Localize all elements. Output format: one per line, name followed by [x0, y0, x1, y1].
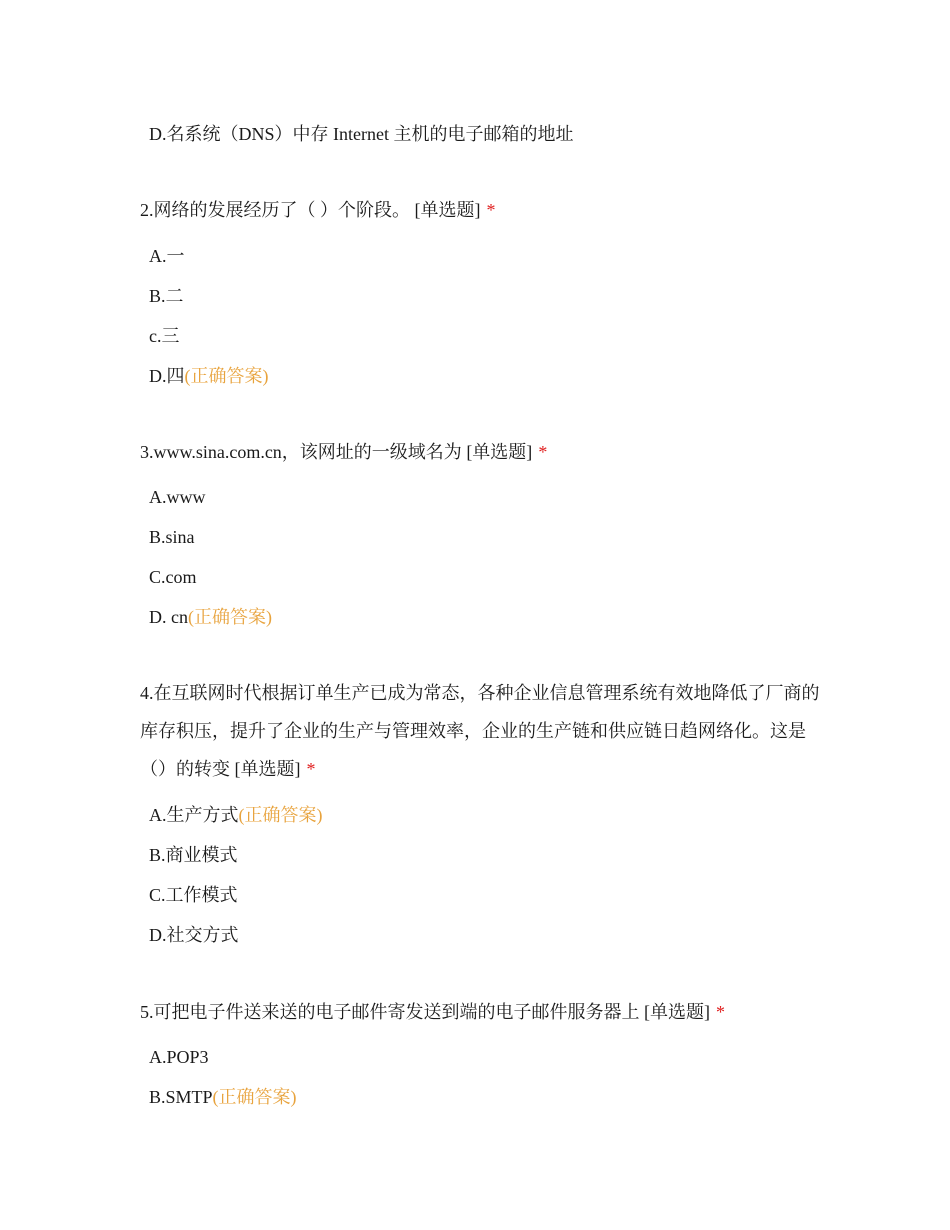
question-type-tag: [单选题]	[234, 759, 301, 779]
question-text: 2.网络的发展经历了（ ）个阶段。	[140, 200, 410, 220]
correct-answer-label: (正确答案)	[184, 366, 269, 386]
question-3-option-b[interactable]: B.sina	[149, 527, 195, 547]
question-type-tag: [单选题]	[644, 1002, 710, 1022]
question-3-title	[140, 442, 547, 462]
question-5-option-b[interactable]: B.SMTP(正确答案)	[149, 1087, 297, 1107]
correct-answer-label: (正确答案)	[188, 607, 272, 627]
question-4-option-d[interactable]: D.社交方式	[149, 925, 239, 945]
question-4-option-a[interactable]: A.生产方式(正确答案)	[149, 805, 323, 825]
required-asterisk: *	[486, 200, 496, 220]
question-2-option-b[interactable]: B.二	[149, 286, 184, 306]
question-2-option-a[interactable]: A.一	[149, 246, 185, 266]
question-4-title	[140, 674, 820, 788]
required-asterisk: *	[538, 442, 548, 462]
correct-answer-label: (正确答案)	[238, 805, 323, 825]
question-2-option-c[interactable]: c.三	[149, 326, 180, 346]
question-2-title	[140, 200, 496, 220]
prev-question-option-d: D.名系统（DNS）中存 Internet 主机的电子邮箱的地址	[149, 124, 574, 144]
question-5-title	[140, 1002, 725, 1022]
question-type-tag: [单选题]	[414, 200, 481, 220]
question-3-option-d[interactable]: D. cn(正确答案)	[149, 607, 272, 627]
correct-answer-label: (正确答案)	[212, 1087, 297, 1107]
question-text: 5.可把电子件送来送的电子邮件寄发送到端的电子邮件服务器上	[140, 1002, 640, 1022]
question-2-option-d[interactable]: D.四(正确答案)	[149, 366, 269, 386]
question-type-tag: [单选题]	[466, 442, 533, 462]
required-asterisk: *	[716, 1002, 725, 1022]
question-4-option-b[interactable]: B.商业模式	[149, 845, 238, 865]
question-4-option-c[interactable]: C.工作模式	[149, 885, 238, 905]
required-asterisk: *	[306, 759, 316, 779]
question-text: 4.在互联网时代根据订单生产已成为常态，各种企业信息管理系统有效地降低了厂商的库存积压，提升了企业的生产与管理效率，企业的生产链和供应链日趋网络化。这是（）的转变	[140, 683, 820, 779]
question-text: 3.www.sina.com.cn，该网址的一级域名为	[140, 442, 462, 462]
question-3-option-a[interactable]: A.www	[149, 487, 206, 507]
question-5-option-a[interactable]: A.POP3	[149, 1047, 209, 1067]
question-3-option-c[interactable]: C.com	[149, 567, 197, 587]
